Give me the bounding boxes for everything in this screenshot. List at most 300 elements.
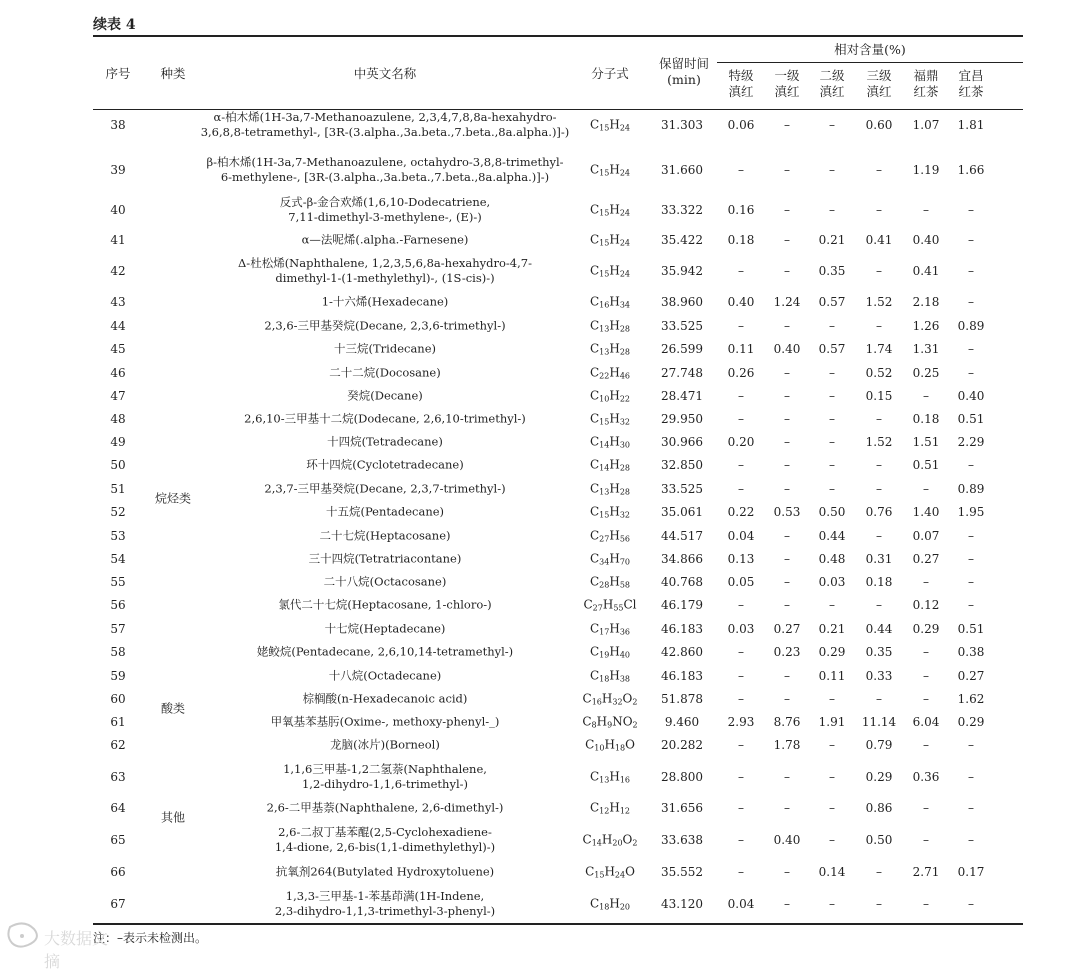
relative-content-cell: 1.81	[957, 118, 985, 132]
header-tea-2-line-1: 一级	[774, 68, 800, 83]
row-index: 61	[110, 715, 126, 729]
compound-name	[190, 865, 580, 880]
relative-content-cell: –	[738, 389, 744, 403]
relative-content-cell: –	[968, 738, 974, 752]
compound-name	[190, 598, 580, 613]
relative-content-cell: –	[738, 598, 744, 612]
relative-content-cell: 0.51	[957, 412, 985, 426]
relative-content-cell: –	[784, 264, 790, 278]
row-index: 62	[110, 738, 126, 752]
compound-name	[190, 295, 580, 310]
compound-name	[190, 529, 580, 544]
header-tea-5	[901, 68, 951, 100]
relative-content-cell: 0.44	[818, 529, 846, 543]
header-tea-2	[762, 68, 812, 100]
retention-time: 35.422	[661, 233, 703, 247]
relative-content-cell: –	[829, 203, 835, 217]
relative-content-cell: –	[968, 366, 974, 380]
retention-time: 40.768	[661, 575, 703, 589]
relative-content-cell: 0.60	[865, 118, 893, 132]
molecular-formula: $C_{34}H_{70}$	[589, 551, 631, 567]
compound-name	[190, 110, 580, 140]
relative-content-cell: 0.35	[865, 645, 893, 659]
molecular-formula: $C_8H_9NO_2$	[582, 714, 638, 730]
compound-name-line: α-柏木烯(1H-3a,7-Methanoazulene, 2,3,4,7,8,8a-hexahydro-	[213, 110, 557, 124]
relative-content-cell: 1.52	[865, 435, 893, 449]
retention-time: 28.471	[661, 389, 703, 403]
molecular-formula: $C_{10}H_{22}$	[589, 388, 631, 404]
molecular-formula: $C_{19}H_{40}$	[589, 644, 631, 660]
relative-content-cell: 0.40	[912, 233, 940, 247]
relative-content-cell: –	[923, 575, 929, 589]
header-tea-4-line-1: 三级	[866, 68, 892, 83]
molecular-formula: $C_{13}H_{28}$	[589, 341, 631, 357]
compound-name	[190, 482, 580, 497]
group-rule	[717, 62, 1023, 63]
molecular-formula: $C_{17}H_{36}$	[589, 621, 631, 637]
row-index: 43	[110, 295, 126, 309]
relative-content-cell: –	[923, 833, 929, 847]
molecular-formula: $C_{15}H_{24}$	[589, 117, 631, 133]
relative-content-cell: 0.29	[957, 715, 985, 729]
relative-content-cell: –	[968, 575, 974, 589]
relative-content-cell: –	[784, 897, 790, 911]
compound-name	[190, 435, 580, 450]
header-tea-3-line-1: 二级	[819, 68, 845, 83]
relative-content-cell: 0.89	[957, 482, 985, 496]
relative-content-cell: –	[784, 552, 790, 566]
relative-content-cell: 0.40	[727, 295, 755, 309]
relative-content-cell: –	[738, 770, 744, 784]
molecular-formula: $C_{10}H_{18}O$	[585, 737, 635, 753]
header-tea-6-line-1: 宜昌	[958, 68, 984, 83]
molecular-formula: $C_{16}H_{34}$	[589, 294, 631, 310]
relative-content-cell: 0.03	[818, 575, 846, 589]
relative-content-cell: 0.52	[865, 366, 893, 380]
compound-name-line: 三十四烷(Tetratriacontane)	[308, 551, 462, 566]
compound-name-line: 2,6-二甲基萘(Naphthalene, 2,6-dimethyl-)	[266, 800, 504, 815]
retention-time: 33.525	[661, 319, 703, 333]
relative-content-cell: 0.18	[865, 575, 893, 589]
relative-content-cell: –	[829, 163, 835, 177]
relative-content-cell: 1.66	[957, 163, 985, 177]
compound-name	[190, 458, 580, 473]
compound-name-line: 十三烷(Tridecane)	[334, 341, 436, 356]
compound-name	[190, 552, 580, 567]
compound-name-line: dimethyl-1-(1-methylethyl)-, (1S-cis)-)	[275, 271, 495, 285]
compound-name-line: 十七烷(Heptadecane)	[324, 621, 446, 636]
relative-content-cell: –	[829, 319, 835, 333]
retention-time: 46.183	[661, 622, 703, 636]
relative-content-cell: 0.15	[865, 389, 893, 403]
relative-content-cell: –	[738, 738, 744, 752]
row-index: 51	[110, 482, 126, 496]
relative-content-cell: 0.57	[818, 342, 846, 356]
molecular-formula: $C_{22}H_{46}$	[589, 365, 631, 381]
compound-name-line: 1,2-dihydro-1,1,6-trimethyl-)	[301, 777, 468, 791]
relative-content-cell: 1.62	[957, 692, 985, 706]
relative-content-cell: –	[876, 264, 882, 278]
row-index: 40	[110, 203, 126, 217]
relative-content-cell: 2.29	[957, 435, 985, 449]
relative-content-cell: 1.26	[912, 319, 940, 333]
relative-content-cell: –	[923, 203, 929, 217]
compound-name-line: 3,6,8,8-tetramethyl-, [3R-(3.alpha.,3a.beta.,7.beta.,8a.alpha.)]-)	[200, 125, 570, 139]
compound-name-line: 二十二烷(Docosane)	[329, 365, 441, 380]
relative-content-cell: 1.52	[865, 295, 893, 309]
row-index: 60	[110, 692, 126, 706]
compound-name-line: 甲氧基苯基肟(Oxime-, methoxy-phenyl-_)	[270, 714, 500, 729]
molecular-formula: $C_{15}H_{32}$	[589, 504, 631, 520]
relative-content-cell: –	[784, 319, 790, 333]
relative-content-cell: 2.18	[912, 295, 940, 309]
retention-time: 46.179	[661, 598, 703, 612]
retention-time: 44.517	[661, 529, 703, 543]
header-tea-2-line-2: 滇红	[774, 84, 800, 99]
relative-content-cell: –	[968, 203, 974, 217]
relative-content-cell: –	[876, 458, 882, 472]
relative-content-cell: –	[968, 342, 974, 356]
row-index: 56	[110, 598, 126, 612]
row-index: 44	[110, 319, 126, 333]
relative-content-cell: –	[876, 412, 882, 426]
compound-name	[190, 645, 580, 660]
relative-content-cell: –	[784, 865, 790, 879]
header-index: 序号	[105, 66, 131, 81]
compound-name-line: 1,1,6三甲基-1,2二氢萘(Naphthalene,	[283, 762, 487, 776]
retention-time: 26.599	[661, 342, 703, 356]
molecular-formula: $C_{28}H_{58}$	[589, 574, 631, 590]
compound-name	[190, 412, 580, 427]
row-index: 47	[110, 389, 126, 403]
compound-name-line: 环十四烷(Cyclotetradecane)	[306, 457, 464, 472]
compound-name	[190, 762, 580, 792]
relative-content-cell: 0.21	[818, 622, 846, 636]
compound-name-line: 6-methylene-, [3R-(3.alpha.,3a.beta.,7.beta.,8a.alpha.)]-)	[220, 170, 550, 184]
watermark	[4, 921, 114, 971]
compound-name	[190, 669, 580, 684]
relative-content-cell: –	[829, 366, 835, 380]
header-tea-6-line-2: 红茶	[958, 84, 984, 99]
retention-time: 33.638	[661, 833, 703, 847]
bottom-rule	[93, 923, 1023, 925]
row-index: 65	[110, 833, 126, 847]
header-tea-5-line-2: 红茶	[913, 84, 939, 99]
relative-content-cell: 0.48	[818, 552, 846, 566]
retention-time: 27.748	[661, 366, 703, 380]
compound-name	[190, 738, 580, 753]
relative-content-cell: –	[784, 669, 790, 683]
relative-content-cell: 0.41	[912, 264, 940, 278]
relative-content-cell: –	[784, 435, 790, 449]
retention-time: 51.878	[661, 692, 703, 706]
compound-name-line: 棕榈酸(n-Hexadecanoic acid)	[302, 691, 468, 706]
compound-name	[190, 155, 580, 185]
relative-content-cell: –	[738, 801, 744, 815]
relative-content-cell: –	[923, 801, 929, 815]
category-label: 其他	[160, 810, 185, 825]
relative-content-cell: –	[829, 598, 835, 612]
relative-content-cell: 2.93	[727, 715, 755, 729]
relative-content-cell: 0.21	[818, 233, 846, 247]
relative-content-cell: –	[923, 482, 929, 496]
relative-content-cell: –	[876, 598, 882, 612]
relative-content-cell: –	[829, 435, 835, 449]
compound-name-line: 十五烷(Pentadecane)	[325, 504, 445, 519]
relative-content-cell: 0.23	[773, 645, 801, 659]
relative-content-cell: –	[738, 865, 744, 879]
retention-time: 33.525	[661, 482, 703, 496]
relative-content-cell: –	[784, 233, 790, 247]
relative-content-cell: 0.03	[727, 622, 755, 636]
relative-content-cell: –	[829, 412, 835, 426]
retention-time: 31.303	[661, 118, 703, 132]
relative-content-cell: –	[784, 575, 790, 589]
relative-content-cell: –	[968, 552, 974, 566]
compound-name-line: 1,4-dione, 2,6-bis(1,1-dimethylethyl)-)	[274, 840, 496, 854]
relative-content-cell: –	[876, 529, 882, 543]
row-index: 66	[110, 865, 126, 879]
retention-time: 42.860	[661, 645, 703, 659]
relative-content-cell: 0.38	[957, 645, 985, 659]
row-index: 42	[110, 264, 126, 278]
relative-content-cell: 1.24	[773, 295, 801, 309]
relative-content-cell: –	[968, 529, 974, 543]
row-index: 67	[110, 897, 126, 911]
relative-content-cell: 0.26	[727, 366, 755, 380]
relative-content-cell: –	[738, 458, 744, 472]
row-index: 39	[110, 163, 126, 177]
relative-content-cell: 0.11	[818, 669, 846, 683]
relative-content-cell: –	[784, 389, 790, 403]
relative-content-cell: –	[876, 319, 882, 333]
top-rule	[93, 35, 1023, 37]
relative-content-cell: –	[829, 897, 835, 911]
molecular-formula: $C_{15}H_{24}$	[589, 263, 631, 279]
compound-name	[190, 233, 580, 248]
header-name: 中英文名称	[353, 66, 417, 81]
relative-content-cell: –	[968, 897, 974, 911]
relative-content-cell: 0.27	[912, 552, 940, 566]
row-index: 59	[110, 669, 126, 683]
compound-name-line: 十八烷(Octadecane)	[328, 668, 442, 683]
relative-content-cell: –	[829, 118, 835, 132]
relative-content-cell: 0.51	[957, 622, 985, 636]
relative-content-cell: –	[784, 770, 790, 784]
relative-content-cell: 1.74	[865, 342, 893, 356]
row-index: 58	[110, 645, 126, 659]
row-index: 50	[110, 458, 126, 472]
relative-content-cell: –	[784, 692, 790, 706]
row-index: 57	[110, 622, 126, 636]
compound-name-line: 2,3,7-三甲基癸烷(Decane, 2,3,7-trimethyl-)	[264, 481, 506, 496]
compound-name	[190, 319, 580, 334]
relative-content-cell: –	[876, 482, 882, 496]
relative-content-cell: 1.51	[912, 435, 940, 449]
retention-time: 20.282	[661, 738, 703, 752]
relative-content-cell: 0.25	[912, 366, 940, 380]
relative-content-cell: –	[784, 458, 790, 472]
relative-content-cell: –	[829, 770, 835, 784]
row-index: 52	[110, 505, 126, 519]
relative-content-cell: 0.57	[818, 295, 846, 309]
compound-name-line: 2,6-二叔丁基苯醌(2,5-Cyclohexadiene-	[278, 825, 492, 839]
retention-time: 35.552	[661, 865, 703, 879]
relative-content-cell: 1.78	[773, 738, 801, 752]
relative-content-cell: –	[738, 669, 744, 683]
retention-time: 32.850	[661, 458, 703, 472]
relative-content-cell: –	[829, 833, 835, 847]
compound-name-line: 7,11-dimethyl-3-methylene-, (E)-)	[288, 210, 482, 224]
relative-content-cell: –	[738, 319, 744, 333]
row-index: 63	[110, 770, 126, 784]
relative-content-cell: –	[738, 412, 744, 426]
relative-content-cell: 0.13	[727, 552, 755, 566]
relative-content-cell: –	[876, 865, 882, 879]
molecular-formula: $C_{14}H_{28}$	[589, 457, 631, 473]
header-tea-4	[854, 68, 904, 100]
relative-content-cell: 0.17	[957, 865, 985, 879]
relative-content-cell: 0.40	[773, 342, 801, 356]
molecular-formula: $C_{18}H_{20}$	[589, 896, 631, 912]
relative-content-cell: 6.04	[912, 715, 940, 729]
relative-content-cell: –	[738, 482, 744, 496]
compound-name	[190, 195, 580, 225]
molecular-formula: $C_{18}H_{38}$	[589, 668, 631, 684]
compound-name-line: 反式-β-金合欢烯(1,6,10-Dodecatriene,	[279, 195, 491, 209]
relative-content-cell: –	[876, 203, 882, 217]
retention-time: 46.183	[661, 669, 703, 683]
relative-content-cell: –	[784, 366, 790, 380]
relative-content-cell: 0.29	[865, 770, 893, 784]
row-index: 54	[110, 552, 126, 566]
relative-content-cell: –	[829, 389, 835, 403]
relative-content-cell: –	[968, 458, 974, 472]
relative-content-cell: 0.27	[957, 669, 985, 683]
compound-name	[190, 575, 580, 590]
compound-name-line: β-柏木烯(1H-3a,7-Methanoazulene, octahydro-3,8,8-trimethyl-	[206, 155, 564, 169]
relative-content-cell: –	[784, 118, 790, 132]
relative-content-cell: 0.07	[912, 529, 940, 543]
relative-content-cell: –	[876, 897, 882, 911]
relative-content-cell: 1.31	[912, 342, 940, 356]
relative-content-cell: 0.16	[727, 203, 755, 217]
row-index: 38	[110, 118, 126, 132]
relative-content-cell: 0.50	[865, 833, 893, 847]
compound-name	[190, 622, 580, 637]
compound-name	[190, 342, 580, 357]
retention-time: 35.061	[661, 505, 703, 519]
relative-content-cell: –	[968, 770, 974, 784]
header-tea-3	[807, 68, 857, 100]
relative-content-cell: –	[784, 529, 790, 543]
compound-name-line: 1,3,3-三甲基-1-苯基茚满(1H-Indene,	[285, 889, 485, 903]
relative-content-cell: –	[968, 598, 974, 612]
relative-content-cell: –	[784, 598, 790, 612]
relative-content-cell: 1.07	[912, 118, 940, 132]
row-index: 41	[110, 233, 126, 247]
relative-content-cell: –	[829, 801, 835, 815]
category-label: 烷烃类	[154, 491, 191, 506]
relative-content-cell: 0.22	[727, 505, 755, 519]
relative-content-cell: 11.14	[861, 715, 897, 729]
relative-content-cell: 1.95	[957, 505, 985, 519]
compound-name-line: 2,3,6-三甲基癸烷(Decane, 2,3,6-trimethyl-)	[264, 318, 506, 333]
relative-content-cell: 0.04	[727, 897, 755, 911]
relative-content-cell: –	[923, 897, 929, 911]
relative-content-cell: –	[738, 264, 744, 278]
relative-content-cell: 0.18	[912, 412, 940, 426]
relative-content-cell: –	[876, 163, 882, 177]
compound-name	[190, 889, 580, 919]
relative-content-cell: 0.18	[727, 233, 755, 247]
compound-name-line: 癸烷(Decane)	[347, 388, 423, 403]
row-index: 45	[110, 342, 126, 356]
relative-content-cell: 0.36	[912, 770, 940, 784]
compound-name	[190, 715, 580, 730]
relative-content-cell: 0.31	[865, 552, 893, 566]
relative-content-cell: 8.76	[773, 715, 801, 729]
header-rt-label: 保留时间	[658, 56, 709, 71]
compound-name-line: 1-十六烯(Hexadecane)	[321, 294, 449, 309]
compound-name-line: 氯代二十七烷(Heptacosane, 1-chloro-)	[278, 597, 492, 612]
header-tea-1-line-1: 特级	[728, 68, 754, 83]
relative-content-cell: 0.35	[818, 264, 846, 278]
compound-name-line: 二十七烷(Heptacosane)	[319, 528, 451, 543]
compound-name-line: Δ-杜松烯(Naphthalene, 1,2,3,5,6,8a-hexahydro-4,7-	[238, 256, 532, 270]
relative-content-cell: –	[968, 833, 974, 847]
compound-name	[190, 692, 580, 707]
relative-content-cell: –	[829, 692, 835, 706]
relative-content-cell: 1.19	[912, 163, 940, 177]
relative-content-cell: 0.11	[727, 342, 755, 356]
header-tea-1	[716, 68, 766, 100]
relative-content-cell: 0.40	[773, 833, 801, 847]
molecular-formula: $C_{15}H_{24}$	[589, 162, 631, 178]
relative-content-cell: 0.29	[912, 622, 940, 636]
relative-content-cell: 1.91	[818, 715, 846, 729]
molecular-formula: $C_{15}H_{24}$	[589, 202, 631, 218]
relative-content-cell: 0.29	[818, 645, 846, 659]
relative-content-cell: –	[968, 264, 974, 278]
compound-name-line: 二十八烷(Octacosane)	[323, 574, 447, 589]
molecular-formula: $C_{27}H_{56}$	[589, 528, 631, 544]
relative-content-cell: 0.86	[865, 801, 893, 815]
molecular-formula: $C_{15}H_{32}$	[589, 411, 631, 427]
retention-time: 9.460	[664, 715, 700, 729]
compound-name	[190, 389, 580, 404]
retention-time: 31.656	[661, 801, 703, 815]
relative-content-cell: 1.40	[912, 505, 940, 519]
compound-name	[190, 825, 580, 855]
relative-content-cell: –	[784, 801, 790, 815]
category-label: 酸类	[160, 701, 185, 716]
retention-time: 31.660	[661, 163, 703, 177]
relative-content-cell: –	[829, 458, 835, 472]
relative-content-cell: 0.89	[957, 319, 985, 333]
row-index: 49	[110, 435, 126, 449]
relative-content-cell: –	[738, 833, 744, 847]
compound-name-line: 姥鲛烷(Pentadecane, 2,6,10,14-tetramethyl-)	[256, 644, 514, 659]
molecular-formula: $C_{15}H_{24}$	[589, 232, 631, 248]
relative-content-cell: –	[738, 163, 744, 177]
relative-content-cell: 0.50	[818, 505, 846, 519]
relative-content-cell: 0.51	[912, 458, 940, 472]
watermark-text: 大数据文摘	[44, 929, 109, 971]
row-index: 46	[110, 366, 126, 380]
compound-name-line: 龙脑(冰片)(Borneol)	[330, 737, 440, 752]
retention-time: 38.960	[661, 295, 703, 309]
